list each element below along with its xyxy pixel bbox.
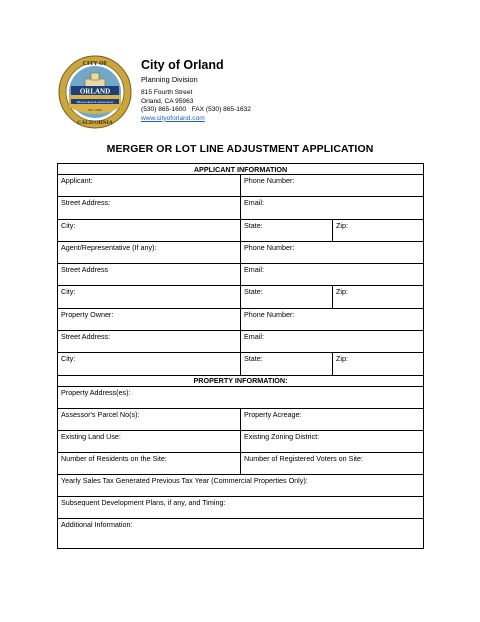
owner-zip-field[interactable]: Zip: [333,353,424,375]
parcel-number-field[interactable]: Assessor's Parcel No(s): [58,408,241,430]
letterhead [141,58,251,123]
agent-phone-field[interactable]: Phone Number: [241,241,424,263]
owner-state-field[interactable]: State: [241,353,333,375]
applicant-email-field[interactable]: Email: [241,197,424,219]
agent-city-field[interactable]: City: [58,286,241,308]
seal-ribbon: Where Heart & Home Grow [76,99,114,104]
form-title: MERGER OR LOT LINE ADJUSTMENT APPLICATION [106,143,374,155]
residents-field[interactable]: Number of Residents on the Site: [58,452,241,474]
city-name: City of Orland [141,58,224,72]
owner-email-field[interactable]: Email: [241,331,424,353]
development-plans-field[interactable]: Subsequent Development Plans, if any, and Timing: [58,496,424,518]
seal-top-text: CITY OF [82,61,108,67]
agent-state-field[interactable]: State: [241,286,333,308]
agent-field[interactable]: Agent/Representative (If any): [58,241,241,263]
street-address: 815 Fourth Street [141,89,193,96]
agent-street-field[interactable]: Street Address [58,264,241,286]
sales-tax-field[interactable]: Yearly Sales Tax Generated Previous Tax Year (Commercial Properties Only): [58,474,424,496]
seal-name: ORLAND [79,87,111,96]
zoning-district-field[interactable]: Existing Zoning District: [241,430,424,452]
owner-phone-field[interactable]: Phone Number: [241,308,424,330]
additional-info-field[interactable]: Additional Information: [58,518,424,548]
website-link[interactable]: www.cityoforland.com [141,114,205,122]
seal-est: INC. 1909 [88,108,102,112]
agent-zip-field[interactable]: Zip: [333,286,424,308]
registered-voters-field[interactable]: Number of Registered Voters on Site: [241,452,424,474]
applicant-field[interactable]: Applicant: [58,175,241,197]
applicant-street-field[interactable]: Street Address: [58,197,241,219]
phone-fax: (530) 865-1600 FAX (530) 865-1632 [141,106,251,114]
property-acreage-field[interactable]: Property Acreage: [241,408,424,430]
application-form [57,163,424,549]
applicant-city-field[interactable]: City: [58,219,241,241]
address-block [141,89,251,123]
applicant-info-heading: APPLICANT INFORMATION [58,164,424,175]
land-use-field[interactable]: Existing Land Use: [58,430,241,452]
seal-bottom-text: CALIFORNIA [77,120,113,126]
city-seal-logo [58,55,132,129]
property-info-heading: PROPERTY INFORMATION: [58,375,424,386]
applicant-phone-field[interactable]: Phone Number: [241,175,424,197]
owner-city-field[interactable]: City: [58,353,241,375]
division-name: Planning Division [141,75,198,84]
applicant-state-field[interactable]: State: [241,219,333,241]
city-state-zip: Orland, CA 95963 [141,97,194,105]
agent-email-field[interactable]: Email: [241,264,424,286]
applicant-zip-field[interactable]: Zip: [333,219,424,241]
owner-field[interactable]: Property Owner: [58,308,241,330]
property-address-field[interactable]: Property Address(es): [58,386,424,408]
owner-street-field[interactable]: Street Address: [58,331,241,353]
